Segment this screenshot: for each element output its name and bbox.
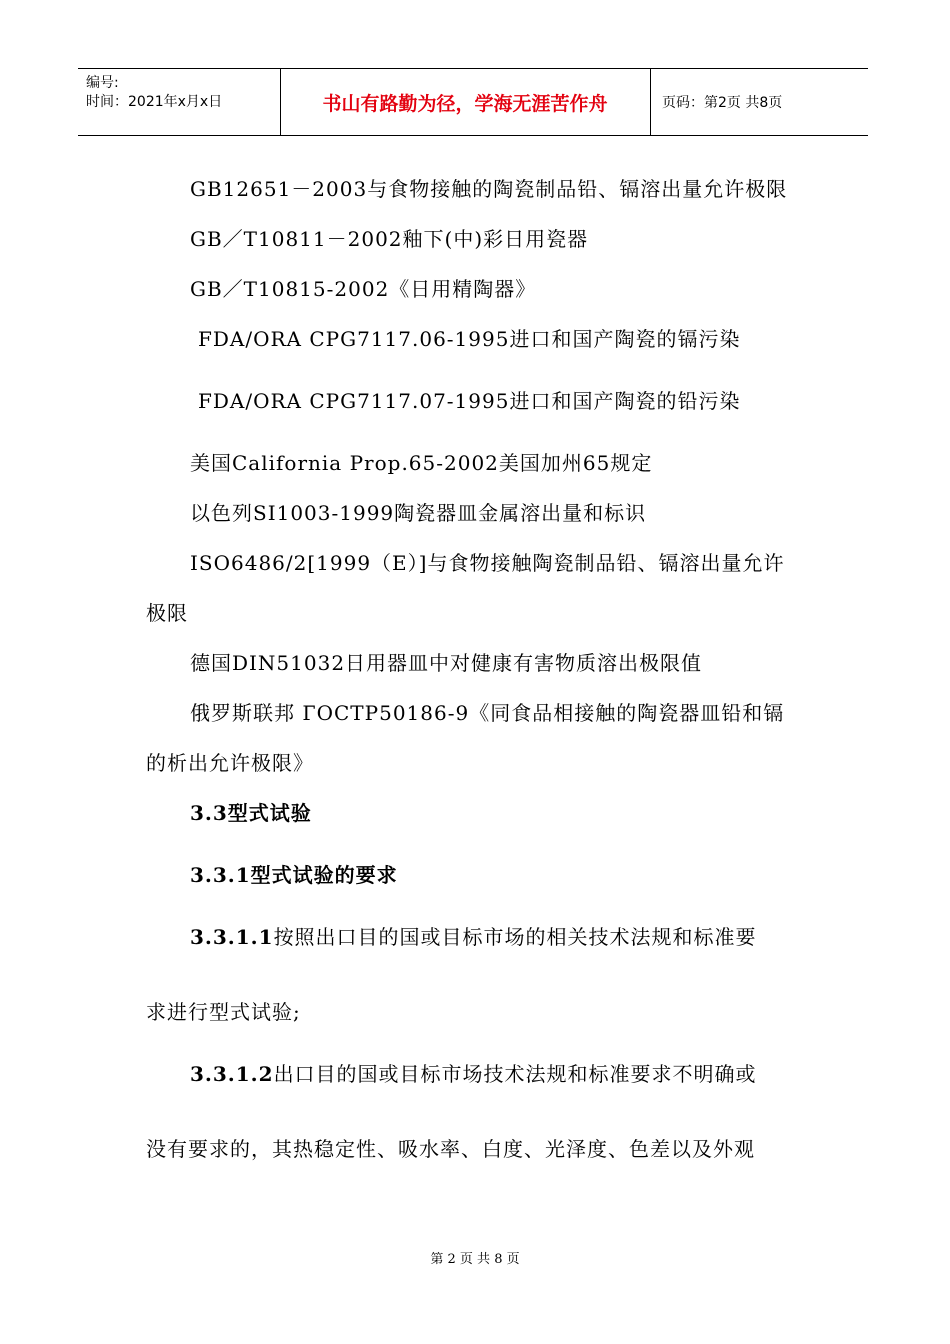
- standard-line: 美国California Prop.65-2002美国加州65规定: [190, 451, 653, 475]
- item-text: 按照出口目的国或目标市场的相关技术法规和标准要: [273, 925, 757, 949]
- standard-line: GB／T10815-2002《日用精陶器》: [190, 277, 537, 301]
- standard-line: 德国DIN51032日用器皿中对健康有害物质溶出极限值: [190, 651, 703, 675]
- item-number: 3.3.1.1: [190, 925, 274, 949]
- standard-line: 极限: [146, 601, 188, 625]
- paragraph-line: [190, 921, 757, 950]
- item-text: 出口目的国或目标市场技术法规和标准要求不明确或: [273, 1062, 757, 1086]
- standard-line: 的析出允许极限》: [146, 751, 314, 775]
- header-motto: 书山有路勤为径，学海无涯苦作舟: [280, 69, 651, 135]
- standard-line: GB12651－2003与食物接触的陶瓷制品铅、镉溶出量允许极限: [190, 177, 788, 201]
- paragraph-line: 求进行型式试验;: [146, 1000, 301, 1024]
- standard-line: FDA/ORA CPG7117.06-1995进口和国产陶瓷的镉污染: [198, 327, 741, 351]
- section-heading: 3.3型式试验: [190, 801, 312, 825]
- standard-line: 俄罗斯联邦 ГОСТР50186-9《同食品相接触的陶瓷器皿铅和镉: [190, 701, 785, 725]
- standard-line: FDA/ORA CPG7117.07-1995进口和国产陶瓷的铅污染: [198, 389, 741, 413]
- header-page-info: 页码：第2页 共8页: [662, 95, 783, 111]
- subsection-heading: 3.3.1型式试验的要求: [190, 863, 398, 887]
- standard-line: 以色列SI1003-1999陶瓷器皿金属溶出量和标识: [190, 501, 647, 525]
- paragraph-line: [190, 1058, 757, 1087]
- item-number: 3.3.1.2: [190, 1062, 274, 1086]
- header-meta: [78, 69, 281, 135]
- paragraph-line: 没有要求的，其热稳定性、吸水率、白度、光泽度、色差以及外观: [146, 1137, 755, 1161]
- date-line: 时间：2021年x月x日: [86, 94, 223, 110]
- page-header: [78, 68, 868, 136]
- number-label: 编号:: [86, 75, 119, 91]
- standard-line: ISO6486/2[1999（E）]与食物接触陶瓷制品铅、镉溶出量允许: [190, 551, 785, 575]
- page-footer: 第 2 页 共 8 页: [430, 1252, 520, 1267]
- standard-line: GB／T10811－2002釉下(中)彩日用瓷器: [190, 227, 589, 251]
